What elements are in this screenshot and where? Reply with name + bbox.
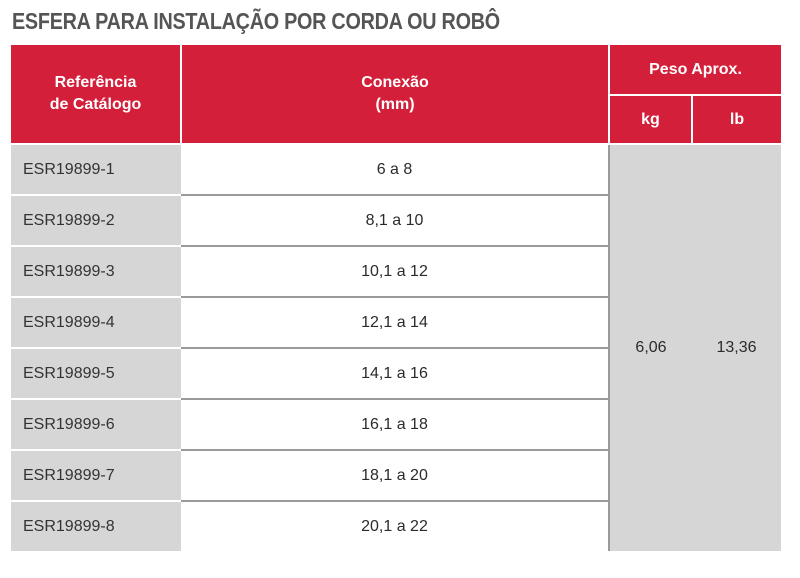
connection-cell: 16,1 a 18 — [181, 399, 609, 450]
header-reference-line2: de Catálogo — [49, 96, 142, 113]
reference-cell: ESR19899-5 — [11, 348, 181, 399]
header-lb: lb — [692, 95, 781, 144]
header-kg: kg — [609, 95, 692, 144]
connection-cell: 20,1 a 22 — [181, 501, 609, 551]
connection-cell: 10,1 a 12 — [181, 246, 609, 297]
reference-cell: ESR19899-4 — [11, 297, 181, 348]
page-title: ESFERA PARA INSTALAÇÃO POR CORDA OU ROBÔ — [12, 8, 500, 34]
reference-cell: ESR19899-8 — [11, 501, 181, 551]
connection-cell: 6 a 8 — [181, 144, 609, 195]
table-header — [11, 45, 781, 144]
reference-cell: ESR19899-6 — [11, 399, 181, 450]
table-row — [11, 144, 781, 195]
reference-cell: ESR19899-7 — [11, 450, 181, 501]
weight-lb-cell: 13,36 — [692, 144, 781, 551]
spec-table — [11, 45, 781, 551]
reference-cell: ESR19899-1 — [11, 144, 181, 195]
weight-kg-cell: 6,06 — [609, 144, 692, 551]
reference-cell: ESR19899-2 — [11, 195, 181, 246]
connection-cell: 14,1 a 16 — [181, 348, 609, 399]
header-connection-line1: Conexão — [361, 74, 429, 91]
header-weight-group: Peso Aprox. — [609, 45, 781, 95]
reference-cell: ESR19899-3 — [11, 246, 181, 297]
connection-cell: 18,1 a 20 — [181, 450, 609, 501]
header-connection — [181, 45, 609, 144]
header-connection-line2: (mm) — [375, 96, 415, 113]
header-reference — [11, 45, 181, 144]
table-body — [11, 144, 781, 551]
connection-cell: 8,1 a 10 — [181, 195, 609, 246]
header-reference-line1: Referência — [54, 74, 137, 91]
connection-cell: 12,1 a 14 — [181, 297, 609, 348]
